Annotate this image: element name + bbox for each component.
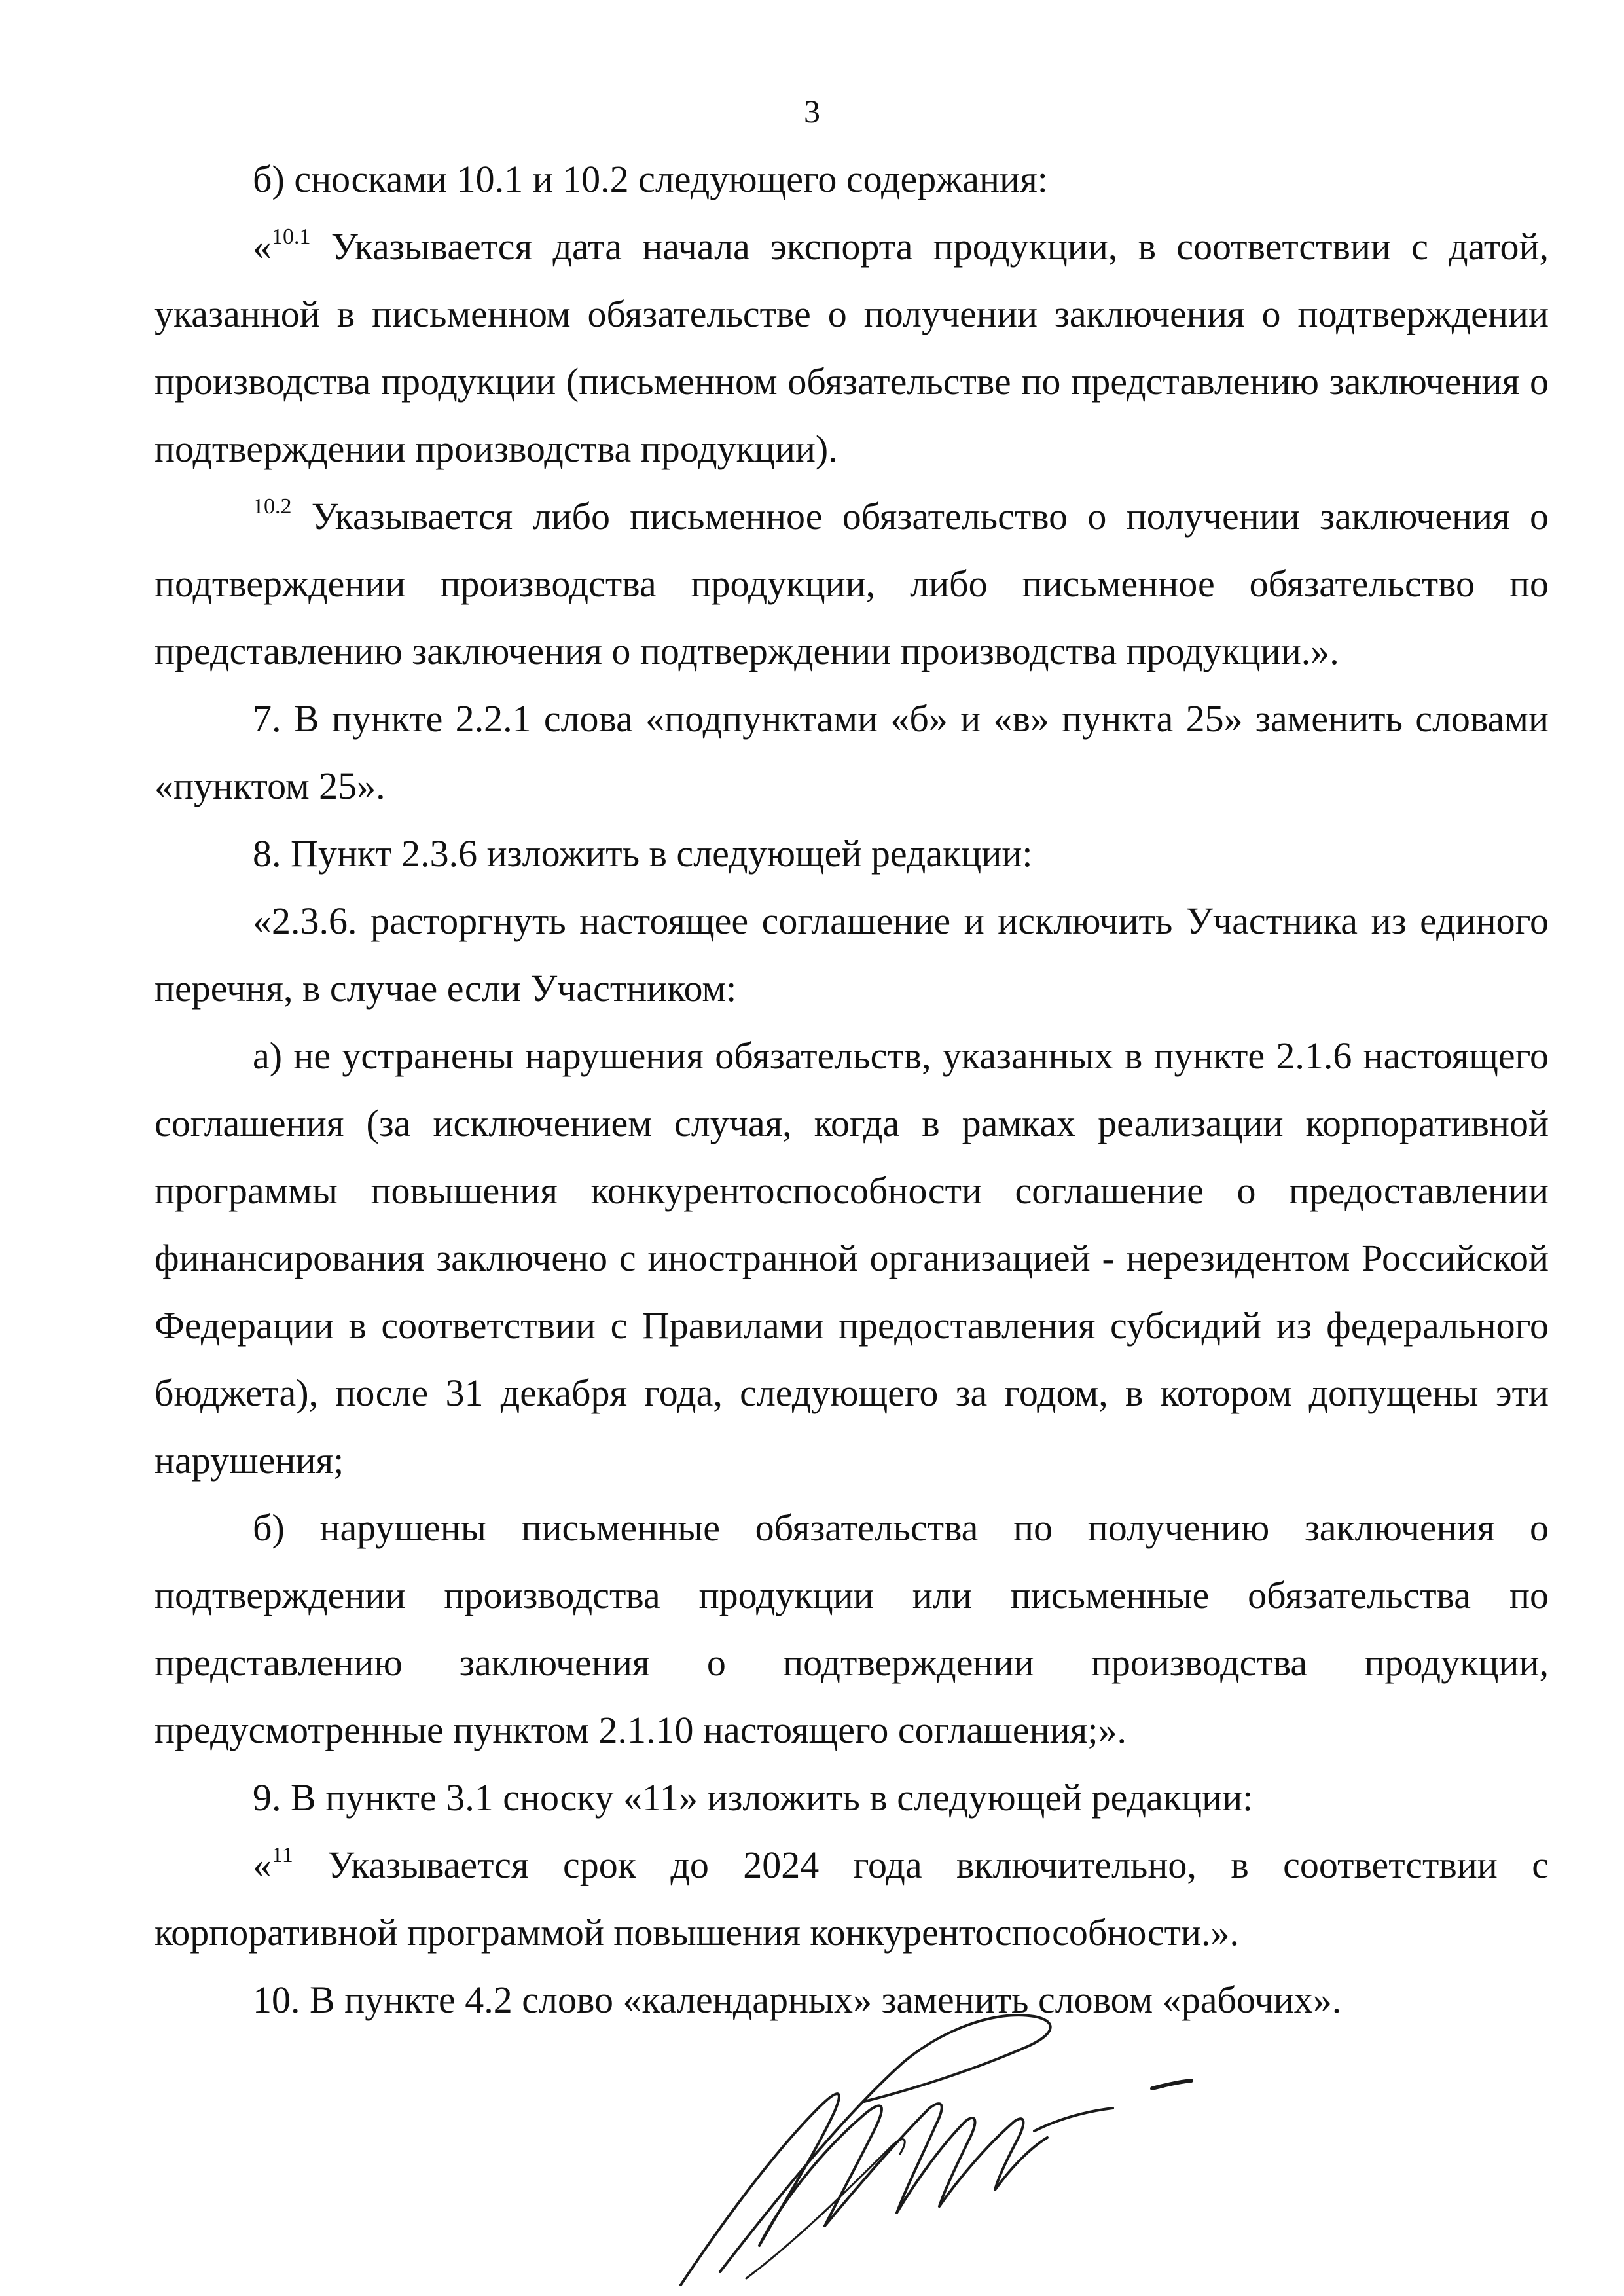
paragraph-item-10: 10. В пункте 4.2 слово «календарных» заменить словом «рабочих». <box>253 1978 1342 2021</box>
document-body <box>154 145 1549 2033</box>
paragraph-subclause-b: б) нарушены письменные обязательства по получению заключения о подтверждении производства продукции или письменные обязательства по представлению заключения о подтверждении производства продукции, предусмотренные пунктом 2.1.10 настоящего соглашения;». <box>154 1506 1549 1751</box>
footnote-10-2-text: Указывается либо письменное обязательство о получении заключения о подтверждении производства продукции, либо письменное обязательство по представлению заключения о подтверждении производства продукции.». <box>154 495 1549 672</box>
open-quote: « <box>253 225 272 268</box>
footnote-marker-11: 11 <box>272 1843 293 1867</box>
paragraph-footnotes-intro: б) сносками 10.1 и 10.2 следующего содержания: <box>253 158 1048 200</box>
paragraph-footnote-11 <box>154 1831 1549 1966</box>
paragraph-item-8: 8. Пункт 2.3.6 изложить в следующей редакции: <box>253 832 1033 875</box>
paragraph-footnote-10-1 <box>154 213 1549 483</box>
open-quote: « <box>253 1844 272 1886</box>
footnote-10-1-text: Указывается дата начала экспорта продукции, в соответствии с датой, указанной в письменном обязательстве о получении заключения о подтверждении производства продукции (письменном обязательстве по представлению заключения о подтверждении производства продукции). <box>154 225 1549 470</box>
paragraph-item-9: 9. В пункте 3.1 сноску «11» изложить в следующей редакции: <box>253 1776 1254 1819</box>
paragraph-item-7: 7. В пункте 2.2.1 слова «подпунктами «б» и «в» пункта 25» заменить словами «пунктом 25». <box>154 697 1549 807</box>
footnote-marker-10-2: 10.2 <box>253 494 292 519</box>
paragraph-clause-2-3-6: «2.3.6. расторгнуть настоящее соглашение и исключить Участника из единого перечня, в случае если Участником: <box>154 900 1549 1010</box>
paragraph-subclause-a: а) не устранены нарушения обязательств, указанных в пункте 2.1.6 настоящего соглашения (за исключением случая, когда в рамках реализации корпоративной программы повышения конкурентоспособности соглашение о предоставлении финансирования заключено с иностранной организацией - нерезидентом Российской Федерации в соответствии с Правилами предоставления субсидий из федерального бюджета), после 31 декабря года, следующего за годом, в котором допущены эти нарушения; <box>154 1034 1549 1482</box>
page-number: 3 <box>804 93 820 130</box>
paragraph-footnote-10-2 <box>154 483 1549 685</box>
footnote-11-text: Указывается срок до 2024 года включительно, в соответствии с корпоративной программой повышения конкурентоспособности.». <box>154 1844 1549 1954</box>
handwritten-signature <box>668 1990 1218 2296</box>
footnote-marker-10-1: 10.1 <box>272 225 311 249</box>
